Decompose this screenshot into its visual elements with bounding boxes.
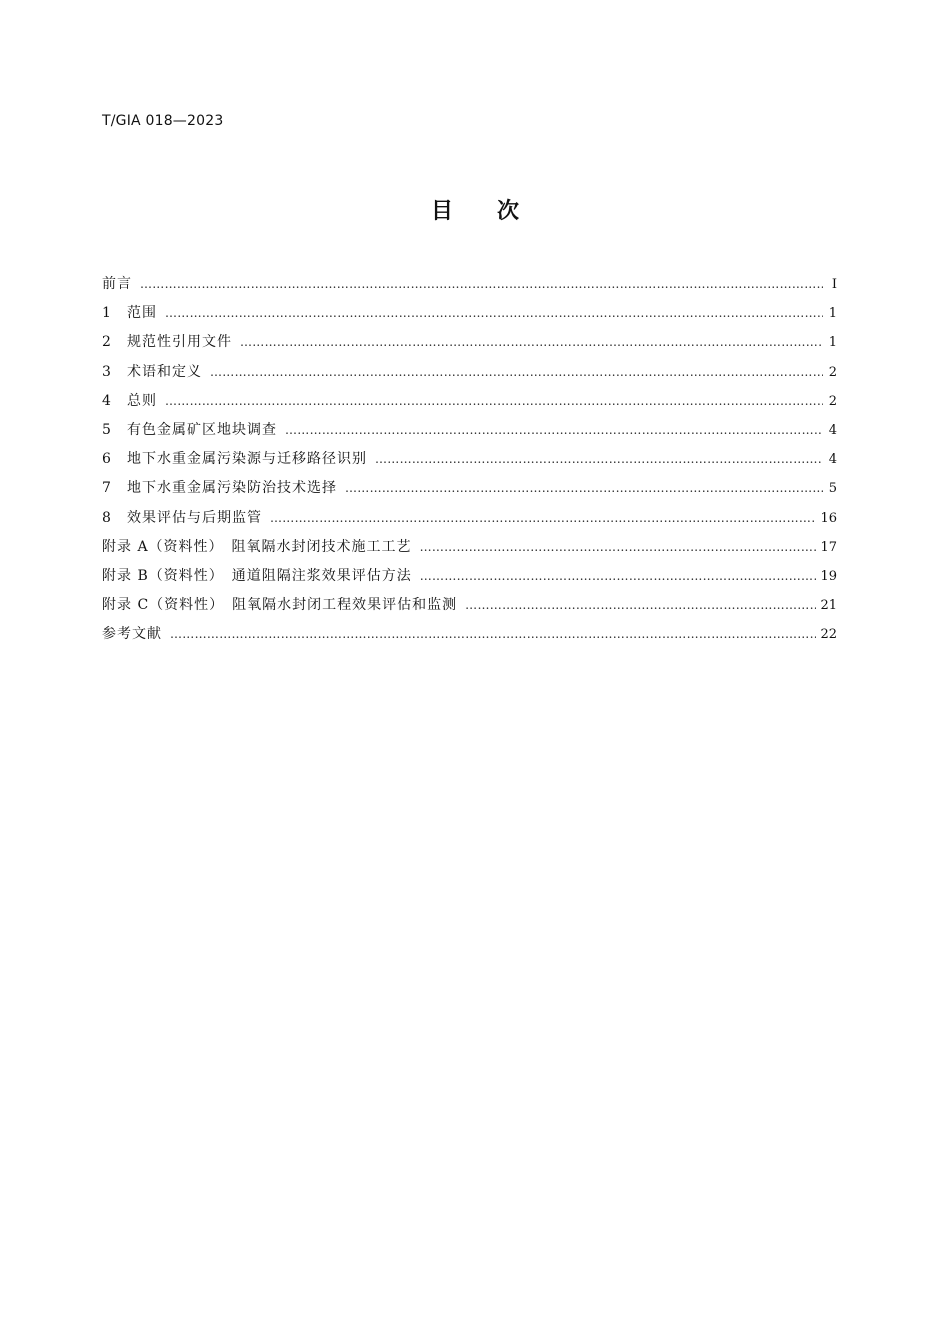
toc-entry-appendix-c[interactable] bbox=[102, 591, 837, 620]
toc-leader-dots bbox=[345, 474, 823, 503]
toc-leader-dots bbox=[465, 591, 816, 620]
toc-entry-page: 16 bbox=[820, 510, 837, 526]
document-code: T/GIA 018—2023 bbox=[102, 113, 224, 129]
toc-entry-label: 范围 bbox=[127, 305, 157, 322]
toc-entry-label: 参考文献 bbox=[102, 626, 162, 643]
toc-entry-preface[interactable] bbox=[102, 270, 837, 299]
toc-leader-dots bbox=[240, 328, 823, 357]
toc-leader-dots bbox=[420, 562, 817, 591]
toc-entry-page: 1 bbox=[828, 335, 837, 351]
toc-leader-dots bbox=[375, 445, 823, 474]
toc-entry-page: 21 bbox=[820, 598, 837, 614]
toc-entry-number: 4 bbox=[102, 392, 111, 409]
toc-entry-number: 7 bbox=[102, 480, 111, 497]
toc-entry-label: 术语和定义 bbox=[127, 363, 202, 380]
toc-entry-page: 4 bbox=[828, 452, 837, 468]
toc-entry-page: 17 bbox=[820, 539, 837, 555]
toc-leader-dots bbox=[270, 504, 816, 533]
toc-entry-label: 附录 C（资料性） 阻氧隔水封闭工程效果评估和监测 bbox=[102, 597, 458, 614]
toc-entry-page: 19 bbox=[820, 568, 837, 584]
toc-entry-page: 2 bbox=[828, 364, 837, 380]
toc-entry-label: 附录 B（资料性） 通道阻隔注浆效果评估方法 bbox=[102, 567, 412, 584]
toc-entry-2[interactable] bbox=[102, 328, 837, 357]
toc-entry-page: 22 bbox=[820, 627, 837, 643]
toc-entry-label: 有色金属矿区地块调查 bbox=[127, 421, 277, 438]
toc-entry-7[interactable] bbox=[102, 474, 837, 503]
toc-entry-number: 8 bbox=[102, 509, 111, 526]
toc-leader-dots bbox=[210, 358, 823, 387]
toc-leader-dots bbox=[165, 299, 823, 328]
toc-entry-1[interactable] bbox=[102, 299, 837, 328]
toc-entry-appendix-b[interactable] bbox=[102, 562, 837, 591]
toc-entry-6[interactable] bbox=[102, 445, 837, 474]
toc-entry-page: 5 bbox=[828, 481, 837, 497]
toc-entry-number: 5 bbox=[102, 421, 111, 438]
toc-leader-dots bbox=[140, 270, 823, 299]
toc-entry-page: I bbox=[831, 277, 837, 292]
toc-entry-page: 1 bbox=[828, 306, 837, 322]
toc-title: 目次 bbox=[430, 199, 563, 224]
table-of-contents bbox=[102, 270, 837, 649]
toc-entry-label: 效果评估与后期监管 bbox=[127, 509, 262, 526]
toc-entry-5[interactable] bbox=[102, 416, 837, 445]
toc-entry-number: 6 bbox=[102, 451, 111, 468]
toc-entry-page: 2 bbox=[828, 393, 837, 409]
toc-entry-page: 4 bbox=[828, 422, 837, 438]
toc-entry-label: 总则 bbox=[127, 392, 157, 409]
toc-entry-number: 1 bbox=[102, 305, 111, 322]
toc-entry-label: 规范性引用文件 bbox=[127, 334, 232, 351]
toc-entry-references[interactable] bbox=[102, 620, 837, 649]
toc-leader-dots bbox=[170, 620, 816, 649]
toc-entry-label: 前言 bbox=[102, 276, 132, 292]
toc-entry-number: 3 bbox=[102, 363, 111, 380]
toc-entry-3[interactable] bbox=[102, 358, 837, 387]
toc-entry-label: 附录 A（资料性） 阻氧隔水封闭技术施工工艺 bbox=[102, 538, 412, 555]
toc-entry-appendix-a[interactable] bbox=[102, 533, 837, 562]
toc-entry-number: 2 bbox=[102, 334, 111, 351]
toc-entry-label: 地下水重金属污染防治技术选择 bbox=[127, 480, 337, 497]
toc-leader-dots bbox=[420, 533, 817, 562]
toc-entry-label: 地下水重金属污染源与迁移路径识别 bbox=[127, 451, 367, 468]
toc-leader-dots bbox=[285, 416, 823, 445]
toc-entry-4[interactable] bbox=[102, 387, 837, 416]
toc-entry-8[interactable] bbox=[102, 504, 837, 533]
toc-leader-dots bbox=[165, 387, 823, 416]
